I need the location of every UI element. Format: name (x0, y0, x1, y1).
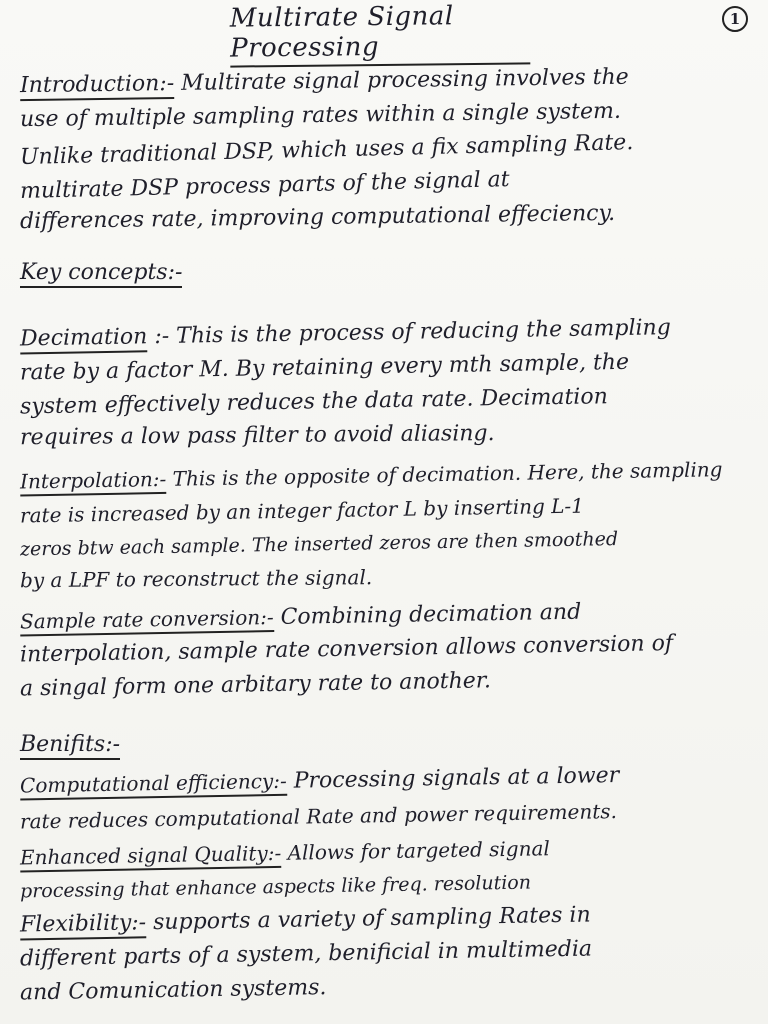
flexibility-line-3: and Comunication systems. (19, 975, 327, 1006)
intro-text-1: Multirate signal processing involves the (181, 64, 629, 96)
flexibility-heading: Flexibility:- (20, 910, 147, 940)
decimation-text-1: :- This is the process of reducing the sampling (154, 315, 672, 350)
src-heading: Sample rate conversion:- (20, 605, 274, 636)
quality-heading: Enhanced signal Quality:- (20, 841, 282, 873)
key-concepts-heading: Key concepts:- (20, 260, 182, 288)
decimation-line-2: rate by a factor M. By retaining every mth sample, the (19, 349, 630, 386)
interpolation-heading: Interpolation:- (20, 467, 167, 497)
efficiency-text-1: Processing signals at a lower (293, 763, 620, 794)
intro-heading: Introduction:- (20, 71, 175, 101)
src-line-2: interpolation, sample rate conversion allows conversion of (19, 631, 674, 668)
page-title: Multirate Signal Processing (230, 0, 531, 67)
decimation-line-3: system effectively reduces the data rate. Decimation (19, 384, 608, 420)
intro-line-5: differences rate, improving computational effeciency. (19, 200, 616, 235)
src-line-3: a singal form one arbitary rate to another. (19, 668, 492, 702)
decimation-line-4: requires a low pass filter to avoid aliasing. (19, 421, 495, 451)
quality-text-1: Allows for targeted signal (287, 836, 551, 865)
interpolation-line-4: by a LPF to reconstruct the signal. (19, 565, 373, 593)
flexibility-text-1: supports a variety of sampling Rates in (152, 902, 591, 936)
efficiency-line-2: rate reduces computational Rate and power requirements. (19, 799, 618, 834)
benefits-heading: Benifits:- (20, 732, 120, 760)
benefits-line (20, 730, 760, 760)
intro-line-3: Unlike traditional DSP, which uses a fix sampling Rate. (19, 130, 634, 171)
key-concepts-line (20, 258, 760, 288)
interpolation-text-1: This is the opposite of decimation. Here, the sampling (172, 457, 723, 491)
intro-line-4: multirate DSP process parts of the signal at (19, 167, 510, 205)
intro-line-1 (20, 61, 760, 101)
quality-line-2: processing that enhance aspects like freq. resolution (19, 871, 532, 903)
intro-line-2: use of multiple sampling rates within a single system. (19, 98, 622, 133)
src-text-1: Combining decimation and (280, 599, 582, 630)
page-number: 1 (722, 6, 748, 32)
decimation-heading: Decimation (20, 324, 148, 354)
interpolation-line-3: zeros btw each sample. The inserted zeros are then smoothed (19, 528, 619, 561)
interpolation-line-2: rate is increased by an integer factor L by inserting L-1 (19, 493, 585, 528)
flexibility-line-2: different parts of a system, benificial in multimedia (19, 936, 593, 972)
efficiency-heading: Computational efficiency:- (20, 769, 287, 801)
